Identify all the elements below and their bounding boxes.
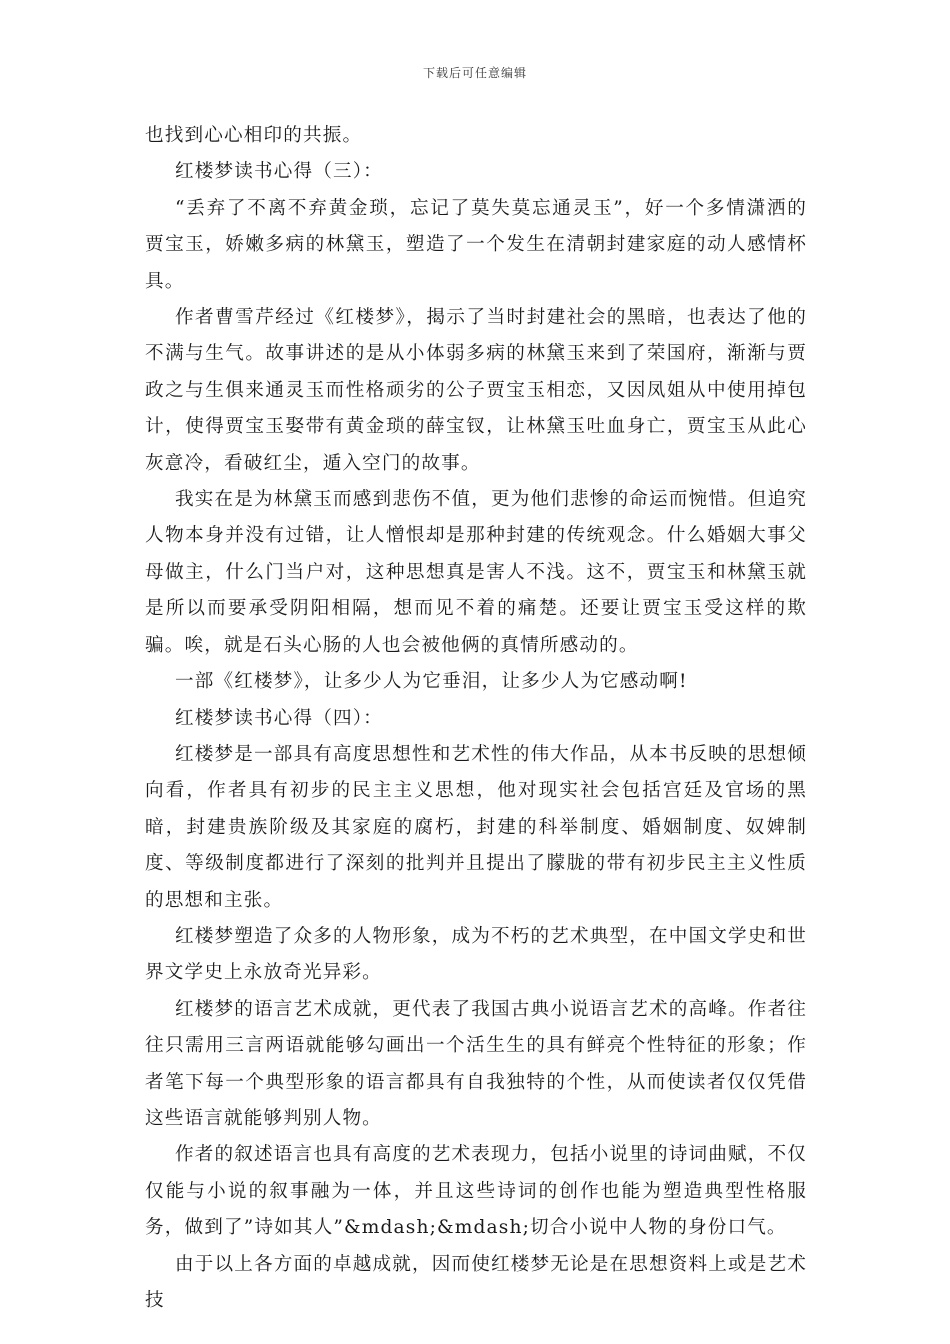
paragraph: 红楼梦是一部具有高度思想性和艺术性的伟大作品，从本书反映的思想倾向看，作者具有初步的民主主义思想，他对现实社会包括宫廷及官场的黑暗，封建贵族阶级及其家庭的腐朽，封建的科举制度、婚姻制度、奴婢制度、等级制度都进行了深刻的批判并且提出了朦胧的带有初步民主主义性质的思想和主张。 [145, 743, 807, 911]
section-heading: 红楼梦读书心得（四）： [175, 707, 383, 729]
paragraph: 也找到心心相印的共振。 [145, 125, 363, 146]
paragraph: 作者的叙述语言也具有高度的艺术表现力，包括小说里的诗词曲赋，不仅仅能与小说的叙事融为一体，并且这些诗词的创作也能为塑造典型性格服务，做到了”诗如其人”&mdash;&mdash;切合小说中人物的身份口气。 [145, 1144, 807, 1239]
paragraph: 作者曹雪芹经过《红楼梦》，揭示了当时封建社会的黑暗，也表达了他的不满与生气。故事讲述的是从小体弱多病的林黛玉来到了荣国府，渐渐与贾政之与生俱来通灵玉而性格顽劣的公子贾宝玉相恋，又因凤姐从中使用掉包计，使得贾宝玉娶带有黄金琐的薛宝钗，让林黛玉吐血身亡，贾宝玉从此心灰意冷，看破红尘，遁入空门的故事。 [145, 307, 807, 474]
page-header: 下载后可任意编辑 [422, 66, 527, 80]
paragraph: 我实在是为林黛玉而感到悲伤不值，更为他们悲惨的命运而惋惜。但追究人物本身并没有过错，让人憎恨却是那种封建的传统观念。什么婚姻大事父母做主，什么门当户对，这种思想真是害人不浅。这不，贾宝玉和林黛玉就是所以而要承受阴阳相隔，想而见不着的痛楚。还要让贾宝玉受这样的欺骗。唉，就是石头心肠的人也会被他俩的真情所感动的。 [145, 489, 807, 656]
paragraph: 由于以上各方面的卓越成就，因而使红楼梦无论是在思想资料上或是艺术技 [145, 1253, 807, 1311]
paragraph: “丢弃了不离不弃黄金琐，忘记了莫失莫忘通灵玉”，好一个多情潇洒的贾宝玉，娇嫩多病的林黛玉，塑造了一个发生在清朝封建家庭的动人感情杯具。 [145, 197, 807, 292]
paragraph: 一部《红楼梦》，让多少人为它垂泪，让多少人为它感动啊! [175, 671, 688, 693]
paragraph: 红楼梦的语言艺术成就，更代表了我国古典小说语言艺术的高峰。作者往往只需用三言两语就能够勾画出一个活生生的具有鲜亮个性特征的形象；作者笔下每一个典型形象的语言都具有自我独特的个性，从而使读者仅仅凭借这些语言就能够判别人物。 [145, 998, 807, 1129]
paragraph: 红楼梦塑造了众多的人物形象，成为不朽的艺术典型，在中国文学史和世界文学史上永放奇光异彩。 [145, 925, 807, 984]
section-heading: 红楼梦读书心得（三）： [175, 161, 383, 183]
document-body [145, 118, 807, 1319]
